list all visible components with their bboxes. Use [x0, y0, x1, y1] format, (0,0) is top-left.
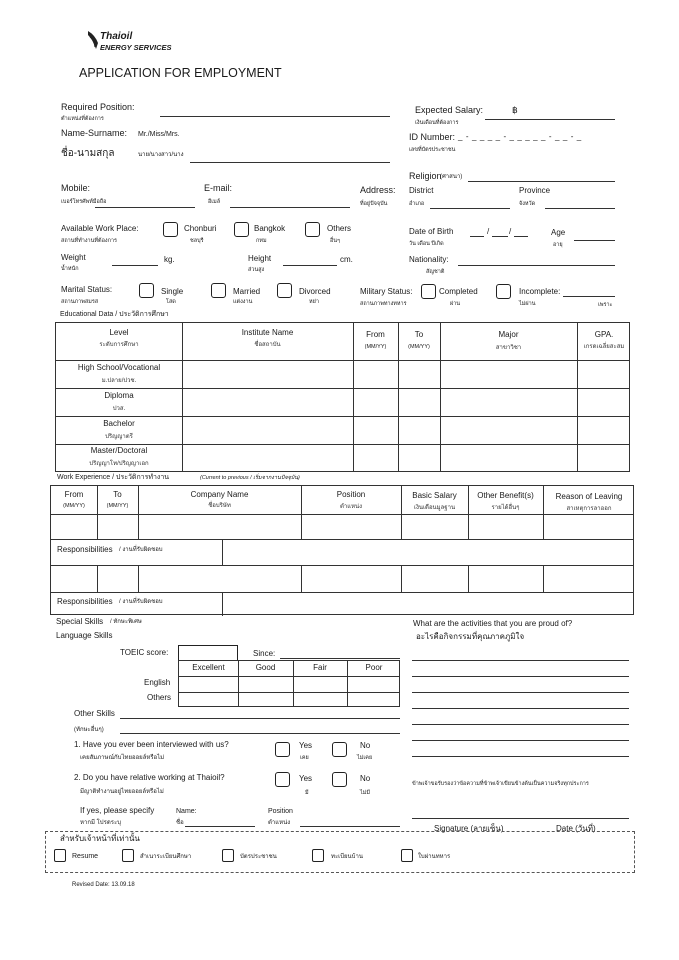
- mobile-th: เบอร์โทรศัพท์มือถือ: [61, 199, 107, 205]
- bangkok-label: Bangkok: [254, 224, 286, 233]
- single-checkbox[interactable]: [139, 283, 154, 298]
- required-position-th: ตำแหน่งที่ต้องการ: [61, 116, 104, 122]
- signature-label: Signature (ลายเซ็น): [434, 824, 504, 833]
- form-title: APPLICATION FOR EMPLOYMENT: [79, 66, 282, 80]
- others-workplace-checkbox[interactable]: [305, 222, 320, 237]
- education-table: [55, 322, 630, 472]
- religion-field[interactable]: [468, 181, 615, 182]
- activities-line-4[interactable]: [412, 708, 629, 709]
- lang-col-excellent: Excellent: [192, 663, 225, 672]
- province-label: Province: [519, 186, 551, 195]
- q1-no-th: ไม่เคย: [357, 755, 373, 761]
- work-header-benefit-th: รายได้อื่นๆ: [491, 505, 520, 511]
- other-skills-label: Other Skills: [74, 709, 115, 718]
- relative-position-th: ตำแหน่ง: [268, 820, 291, 826]
- language-skills-label: Language Skills: [56, 631, 113, 640]
- q2-yes-label: Yes: [299, 774, 313, 783]
- work-header-from-mm: (MM/YY): [63, 503, 85, 509]
- edu-row-diploma-th: ปวส.: [112, 406, 126, 412]
- others-workplace-th: อื่นๆ: [330, 238, 341, 244]
- divorced-th: หย่า: [309, 299, 319, 305]
- dob-th: วัน เดือน ปีเกิด: [409, 241, 444, 247]
- dob-day-field[interactable]: [470, 236, 484, 237]
- bangkok-th: กทม: [256, 238, 267, 244]
- q2-no-th: ไม่มี: [360, 790, 371, 796]
- activities-line-3[interactable]: [412, 692, 629, 693]
- height-field[interactable]: [283, 265, 337, 266]
- edu-header-from: From: [366, 330, 385, 339]
- resume-checkbox[interactable]: [54, 849, 66, 862]
- required-position-field[interactable]: [160, 116, 390, 117]
- if-yes-th: หากมี โปรดระบุ: [80, 820, 121, 826]
- name-prefix: Mr./Miss/Mrs.: [138, 131, 180, 138]
- expected-salary-th: เงินเดือนที่ต้องการ: [415, 120, 459, 126]
- incomplete-reason-field[interactable]: [563, 296, 615, 297]
- logo-subtitle: ENERGY SERVICES: [100, 43, 172, 52]
- activities-line-5[interactable]: [412, 724, 629, 725]
- education-title: Educational Data / ประวัติการศึกษา: [60, 311, 169, 318]
- activities-line-2[interactable]: [412, 676, 629, 677]
- incomplete-th: ไม่ผ่าน: [519, 301, 536, 307]
- work-header-company: Company Name: [190, 490, 249, 499]
- chonburi-checkbox[interactable]: [163, 222, 178, 237]
- work-header-benefit: Other Benefit(s): [477, 491, 534, 500]
- nationality-field[interactable]: [458, 265, 615, 266]
- other-skills-line-1[interactable]: [120, 718, 400, 719]
- incomplete-checkbox[interactable]: [496, 284, 511, 299]
- q1-no-checkbox[interactable]: [332, 742, 347, 757]
- language-table: [178, 660, 400, 707]
- work-header-from: From: [64, 490, 84, 499]
- work-header-to-mm: (MM/YY): [106, 503, 129, 509]
- name-surname-label: Name-Surname:: [61, 128, 128, 138]
- edu-header-to-mm: (MM/YY): [408, 344, 430, 350]
- expected-salary-label: Expected Salary:: [415, 105, 484, 115]
- q1-text: 1. Have you ever been interviewed with us?: [74, 740, 229, 749]
- logo-brand: Thaioil: [100, 31, 133, 42]
- weight-field[interactable]: [112, 265, 158, 266]
- relative-name-label: Name:: [176, 808, 197, 815]
- edu-row-master-th: ปริญญาโท/ปริญญาเอก: [89, 461, 149, 467]
- edu-header-major: Major: [498, 330, 519, 339]
- responsibilities-label-1: Responsibilities: [57, 545, 113, 554]
- dob-slash-1: /: [487, 227, 490, 236]
- weight-unit: kg.: [164, 255, 175, 264]
- office-use-title: สำหรับเจ้าหน้าที่เท่านั้น: [60, 834, 140, 843]
- edu-header-institute-th: ชื่อสถาบัน: [254, 342, 281, 348]
- edu-header-institute: Institute Name: [241, 328, 294, 337]
- weight-label: Weight: [61, 253, 86, 262]
- edu-header-level: Level: [109, 328, 129, 337]
- province-th: จังหวัด: [519, 201, 536, 207]
- relative-name-th: ชื่อ: [176, 820, 184, 826]
- responsibilities-th-2: / งานที่รับผิดชอบ: [119, 599, 163, 605]
- nationality-label: Nationality:: [409, 255, 449, 264]
- military-doc-label: ใบผ่านทหาร: [418, 854, 451, 860]
- edu-header-major-th: สาขาวิชา: [495, 345, 522, 351]
- name-prefix-th: นาย/นางสาว/นาง: [138, 152, 184, 158]
- completed-label: Completed: [439, 287, 478, 296]
- single-label: Single: [161, 287, 184, 296]
- mobile-field[interactable]: [95, 207, 195, 208]
- edu-row-bachelor: Bachelor: [103, 419, 135, 428]
- edu-row-high-school: High School/Vocational: [77, 363, 161, 372]
- activities-line-7[interactable]: [412, 756, 629, 757]
- incomplete-label: Incomplete:: [519, 287, 561, 296]
- q2-no-checkbox[interactable]: [332, 772, 347, 787]
- email-field[interactable]: [230, 207, 350, 208]
- lang-col-good: Good: [255, 663, 276, 672]
- edu-header-to: To: [414, 330, 424, 339]
- relative-position-field[interactable]: [300, 826, 400, 827]
- if-yes-text: If yes, please specify: [80, 806, 155, 815]
- edu-header-level-th: ระดับการศึกษา: [99, 342, 139, 348]
- divorced-label: Divorced: [299, 287, 331, 296]
- q1-yes-label: Yes: [299, 741, 313, 750]
- name-surname-th: ชื่อ-นามสกุล: [61, 148, 115, 159]
- edu-header-gpa-th: เกรดเฉลี่ยสะสม: [583, 344, 625, 350]
- work-header-to: To: [113, 490, 122, 499]
- completed-th: ผ่าน: [450, 301, 461, 307]
- lang-col-fair: Fair: [313, 663, 327, 672]
- province-field[interactable]: [545, 208, 615, 209]
- activities-th: อะไรคือกิจกรรมที่คุณภาคภูมิใจ: [416, 632, 525, 641]
- dob-year-field[interactable]: [514, 236, 528, 237]
- age-th: อายุ: [553, 242, 563, 248]
- q2-yes-th: มี: [305, 790, 309, 796]
- chonburi-th: ชลบุรี: [190, 238, 204, 244]
- edu-header-gpa: GPA.: [594, 330, 614, 339]
- work-header-reason: Reason of Leaving: [555, 492, 623, 501]
- id-number-th: เลขที่บัตรประชาชน: [409, 147, 456, 153]
- activities-line-1[interactable]: [412, 660, 629, 661]
- certification-text: ข้าพเจ้าขอรับรองว่าข้อความที่ข้าพเจ้าเขียนข้างต้นเป็นความจริงทุกประการ: [412, 781, 589, 787]
- edu-row-master: Master/Doctoral: [90, 446, 148, 455]
- house-registration-label: ทะเบียนบ้าน: [331, 854, 363, 860]
- work-title: Work Experience / ประวัติการทำงาน: [57, 474, 170, 481]
- transcript-checkbox[interactable]: [122, 849, 134, 862]
- id-card-checkbox[interactable]: [222, 849, 234, 862]
- toeic-label: TOEIC score:: [120, 648, 169, 657]
- district-field[interactable]: [430, 208, 510, 209]
- q2-no-label: No: [360, 774, 371, 783]
- work-place-label: Available Work Place:: [61, 224, 139, 233]
- since-label: Since:: [253, 649, 276, 658]
- id-number-mask[interactable]: _ - _ _ _ _ - _ _ _ _ _ - _ _ - _: [458, 132, 582, 141]
- id-number-label: ID Number:: [409, 132, 456, 142]
- special-skills-th: / ทักษะพิเศษ: [110, 619, 142, 625]
- work-header-reason-th: สาเหตุการลาออก: [566, 506, 612, 512]
- district-th: อำเภอ: [409, 201, 425, 207]
- height-unit: cm.: [340, 255, 353, 264]
- married-checkbox[interactable]: [211, 283, 226, 298]
- transcript-label: สำเนาระเบียนศึกษา: [140, 854, 192, 860]
- email-th: อีเมล์: [208, 199, 221, 205]
- revised-date: Revised Date: 13.09.18: [72, 882, 135, 888]
- lang-row-others: Others: [147, 693, 172, 702]
- dob-month-field[interactable]: [492, 236, 508, 237]
- relative-position-label: Position: [268, 808, 293, 815]
- weight-th: น้ำหนัก: [61, 266, 79, 272]
- other-skills-th: (ทักษะอื่นๆ): [74, 727, 104, 733]
- q1-th: เคยสัมภาษณ์กับไทยออยล์หรือไม่: [80, 755, 165, 761]
- q1-yes-th: เคย: [300, 755, 309, 761]
- house-registration-checkbox[interactable]: [312, 849, 324, 862]
- marital-th: สถานภาพสมรส: [61, 299, 99, 305]
- toeic-score-box[interactable]: [178, 645, 238, 661]
- activities-line-6[interactable]: [412, 740, 629, 741]
- work-header-salary-th: เงินเดือนมูลฐาน: [413, 505, 456, 511]
- edu-row-bachelor-th: ปริญญาตรี: [105, 434, 133, 440]
- military-th: สถานภาพทางทหาร: [360, 301, 407, 307]
- date-label: Date (วันที่): [556, 824, 596, 833]
- address-label: Address:: [360, 185, 396, 195]
- other-skills-line-2[interactable]: [120, 733, 400, 734]
- activities-question: What are the activities that you are proud of?: [413, 619, 573, 628]
- work-place-th: สถานที่ทำงานที่ต้องการ: [61, 238, 117, 244]
- mobile-label: Mobile:: [61, 183, 91, 193]
- lang-row-english: English: [144, 678, 171, 687]
- work-header-position: Position: [336, 490, 366, 499]
- q2-text: 2. Do you have relative working at Thaioil?: [74, 773, 225, 782]
- edu-row-high-school-th: ม.ปลาย/ปวช.: [101, 378, 137, 384]
- chonburi-label: Chonburi: [184, 224, 217, 233]
- responsibilities-th-1: / งานที่รับผิดชอบ: [119, 547, 163, 553]
- age-field[interactable]: [574, 240, 615, 241]
- responsibilities-label-2: Responsibilities: [57, 597, 113, 606]
- bangkok-checkbox[interactable]: [234, 222, 249, 237]
- because-th: เพราะ: [598, 302, 613, 308]
- work-header-company-th: ชื่อบริษัท: [208, 503, 231, 509]
- military-doc-checkbox[interactable]: [401, 849, 413, 862]
- q1-yes-checkbox[interactable]: [275, 742, 290, 757]
- work-note: (Current to previous / เริ่มจากงานปัจจุบัน): [200, 475, 300, 481]
- religion-th: (ศาสนา): [440, 174, 463, 180]
- edu-header-from-mm: (MM/YY): [364, 344, 387, 350]
- height-th: ส่วนสูง: [248, 267, 265, 273]
- work-table: [50, 485, 634, 615]
- email-label: E-mail:: [204, 183, 233, 193]
- edu-row-diploma: Diploma: [104, 391, 134, 400]
- q2-th: มีญาติทำงานอยู่ไทยออยล์หรือไม่: [80, 789, 164, 795]
- signature-line[interactable]: [412, 818, 629, 819]
- marital-label: Marital Status:: [61, 285, 113, 294]
- height-label: Height: [248, 254, 272, 263]
- nationality-th: สัญชาติ: [426, 269, 445, 275]
- relative-name-field[interactable]: [185, 826, 255, 827]
- required-position-label: Required Position:: [61, 102, 135, 112]
- military-label: Military Status:: [360, 287, 413, 296]
- dob-slash-2: /: [509, 227, 512, 236]
- dob-label: Date of Birth: [409, 227, 454, 236]
- expected-salary-field[interactable]: [485, 119, 615, 120]
- special-skills-label: Special Skills: [56, 617, 104, 626]
- married-th: แต่งงาน: [233, 299, 253, 305]
- married-label: Married: [233, 287, 261, 296]
- currency-symbol: ฿: [512, 105, 518, 115]
- others-workplace-label: Others: [327, 224, 352, 233]
- work-header-salary: Basic Salary: [412, 491, 457, 500]
- age-label: Age: [551, 228, 566, 237]
- completed-checkbox[interactable]: [421, 284, 436, 299]
- since-field[interactable]: [280, 658, 400, 659]
- q2-yes-checkbox[interactable]: [275, 772, 290, 787]
- lang-col-poor: Poor: [365, 663, 383, 672]
- logo-mark: [86, 29, 100, 51]
- work-header-position-th: ตำแหน่ง: [339, 504, 363, 510]
- single-th: โสด: [166, 299, 176, 305]
- divorced-checkbox[interactable]: [277, 283, 292, 298]
- address-th: ที่อยู่ปัจจุบัน: [360, 201, 388, 207]
- q1-no-label: No: [360, 741, 371, 750]
- resume-label: Resume: [72, 853, 99, 860]
- district-label: District: [409, 186, 434, 195]
- name-field[interactable]: [190, 162, 390, 163]
- id-card-label: บัตรประชาชน: [240, 854, 277, 860]
- religion-label: Religion: [409, 171, 442, 181]
